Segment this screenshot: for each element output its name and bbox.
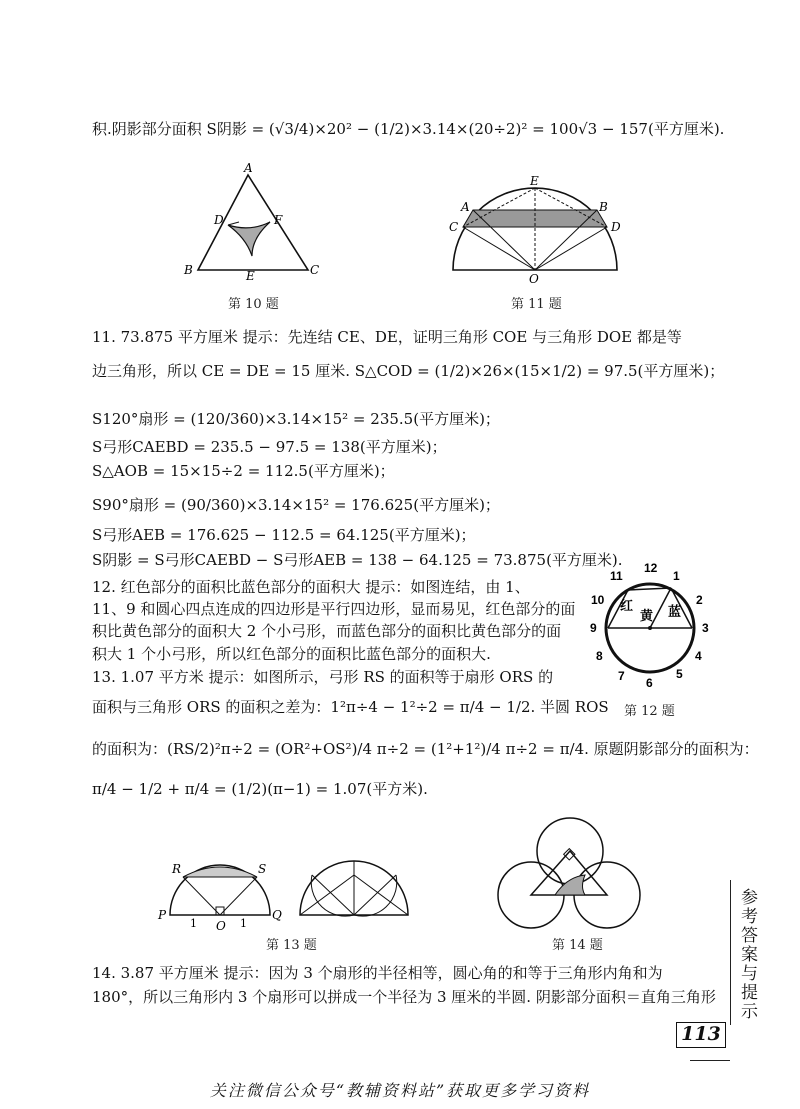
text-line-18: 14. 3.87 平方厘米 提示：因为 3 个扇形的半径相等，圆心角的和等于三角形内角和为: [92, 964, 663, 982]
text-line-5: S弓形CAEBD = 235.5 − 97.5 = 138(平方厘米)；: [92, 438, 447, 456]
text-line-13: 积大 1 个小弓形，所以红色部分的面积比蓝色部分的面积大.: [92, 645, 491, 663]
text-line-1: 积.阴影部分面积 S阴影 = (√3/4)×20² − (1/2)×3.14×(20÷2)² = 100√3 − 157(平方厘米).: [92, 120, 725, 138]
text-line-8: S弓形AEB = 176.625 − 112.5 = 64.125(平方厘米)；: [92, 526, 476, 544]
fig13-label-p: P: [158, 908, 167, 922]
text-line-19: 180°，所以三角形内 3 个扇形可以拼成一个半径为 3 厘米的半圆. 阴影部分面积＝直角三角形: [92, 988, 716, 1006]
fig13-label-q: Q: [272, 908, 282, 922]
fig12-num-4: 4: [695, 649, 702, 663]
text-line-6: S△AOB = 15×15÷2 = 112.5(平方厘米)；: [92, 462, 395, 480]
text-line-3: 边三角形，所以 CE = DE = 15 厘米. S△COD = (1/2)×26×(15×1/2) = 97.5(平方厘米)；: [92, 362, 725, 380]
fig11-label-d: D: [611, 220, 621, 234]
footer-note: 关注微信公众号“教辅资料站”获取更多学习资料: [209, 1081, 591, 1100]
fig10-label-b: B: [184, 263, 193, 277]
fig13-label-o: O: [216, 919, 226, 933]
figure-12: [588, 560, 713, 690]
fig10-label-e: E: [246, 269, 255, 280]
text-line-4: S120°扇形 = (120/360)×3.14×15² = 235.5(平方厘米)；: [92, 410, 500, 428]
fig12-num-6: 6: [646, 676, 653, 690]
page-number-rule: [690, 1060, 730, 1061]
fig13-label-1-left: 1: [190, 917, 197, 930]
text-line-9: S阴影 = S弓形CAEBD − S弓形AEB = 138 − 64.125 = 73.875(平方厘米).: [92, 551, 623, 569]
text-line-2: 11. 73.875 平方厘米 提示：先连结 CE、DE，证明三角形 COE 与三角形 DOE 都是等: [92, 328, 682, 346]
fig11-label-o: O: [529, 272, 539, 285]
text-line-11: 11、9 和圆心四点连成的四边形是平行四边形，显而易见，红色部分的面: [92, 600, 576, 618]
page-number: 113: [676, 1022, 726, 1048]
fig13-label-s: S: [258, 862, 267, 876]
fig11-label-a: A: [461, 200, 470, 214]
fig12-num-7: 7: [618, 669, 625, 683]
fig13-label-1-right: 1: [240, 917, 247, 930]
figure-11: [445, 175, 625, 285]
fig10-label-c: C: [310, 263, 320, 277]
caption-fig12: 第 12 题: [624, 704, 675, 719]
fig11-label-c: C: [449, 220, 459, 234]
fig12-label-yellow: 黄: [640, 609, 654, 624]
caption-fig14: 第 14 题: [552, 938, 603, 953]
fig12-num-1: 1: [673, 569, 680, 583]
fig11-label-b: B: [599, 200, 608, 214]
fig12-label-red: 红: [620, 599, 634, 614]
figure-13: [150, 855, 430, 935]
fig13-label-r: R: [172, 862, 182, 876]
fig10-label-f: F: [274, 213, 283, 227]
fig12-num-5: 5: [676, 667, 683, 681]
caption-fig10: 第 10 题: [228, 297, 279, 312]
text-line-16: 的面积为：(RS/2)²π÷2 = (OR²+OS²)/4 π÷2 = (1²+1²)/4 π÷2 = π/4. 原题阴影部分的面积为：: [92, 740, 759, 758]
figure-10: [180, 160, 330, 280]
fig12-label-blue: 蓝: [668, 605, 682, 620]
caption-fig13: 第 13 题: [266, 938, 317, 953]
fig10-label-d: D: [214, 213, 224, 227]
text-line-7: S90°扇形 = (90/360)×3.14×15² = 176.625(平方厘米)；: [92, 496, 500, 514]
text-line-17: π/4 − 1/2 + π/4 = (1/2)(π−1) = 1.07(平方米).: [92, 780, 428, 798]
fig12-num-10: 10: [591, 593, 605, 607]
fig12-num-12: 12: [644, 561, 658, 575]
figure-14: [495, 815, 645, 935]
fig12-num-8: 8: [596, 649, 603, 663]
side-tab: [730, 880, 760, 1025]
fig12-num-9: 9: [590, 621, 597, 635]
text-line-15: 面积与三角形 ORS 的面积之差为：1²π÷4 − 1²÷2 = π/4 − 1/2. 半圆 ROS: [92, 698, 609, 716]
caption-fig11: 第 11 题: [511, 297, 562, 312]
text-line-12: 积比黄色部分的面积大 2 个小弓形，而蓝色部分的面积比黄色部分的面: [92, 622, 562, 640]
fig11-label-e: E: [530, 175, 539, 188]
side-tab-label: 参考答案与提示: [737, 888, 757, 1021]
fig10-label-a: A: [244, 161, 253, 175]
fig12-num-11: 11: [610, 569, 623, 583]
fig12-num-3: 3: [702, 621, 709, 635]
text-line-10: 12. 红色部分的面积比蓝色部分的面积大 提示：如图连结，由 1、: [92, 578, 530, 596]
fig12-num-2: 2: [696, 593, 703, 607]
text-line-14: 13. 1.07 平方米 提示：如图所示，弓形 RS 的面积等于扇形 ORS 的: [92, 668, 554, 686]
